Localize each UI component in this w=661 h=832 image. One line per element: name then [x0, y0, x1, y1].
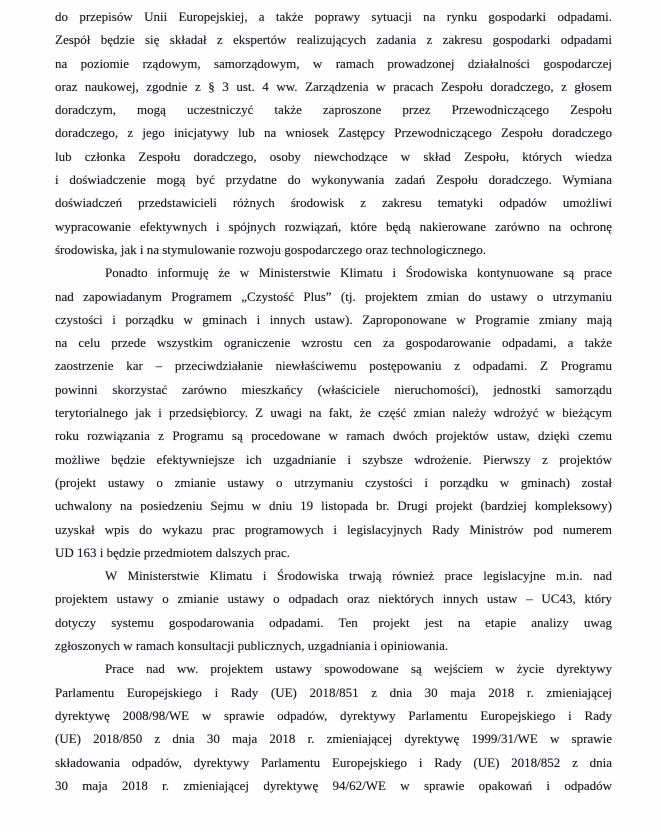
- text-line: Prace nad ww. projektem ustawy spowodowane są wejściem w życie dyrektywy: [105, 661, 612, 677]
- text-line: doradczego, z jego inicjatywy lub na wniosek Zastępcy Przewodniczącego Zespołu doradczego: [55, 125, 612, 141]
- text-line: (projekt ustawy o zmianie ustawy o utrzymaniu czystości i porządku w gminach) został: [55, 474, 612, 490]
- text-line: możliwe będzie efektywniejsze ich uzgadnianie i szybsze wdrożenie. Pierwszy z projektów: [55, 451, 612, 467]
- text-line: terytorialnego jak i przedsiębiorcy. Z uwagi na fakt, że część zmian należy wdrożyć w bieżącym: [55, 405, 612, 421]
- text-line: na celu przede wszystkim ograniczenie wzrostu cen za gospodarowanie odpadami, a także: [55, 335, 612, 351]
- text-line: doświadczeń przedstawicieli różnych środowisk z zakresu tematyki odpadów umożliwi: [55, 195, 612, 211]
- paragraph-4: [55, 657, 612, 797]
- text-line: na poziomie rządowym, samorządowym, w ramach prowadzonej działalności gospodarczej: [55, 55, 612, 71]
- text-line: uchwalony na posiedzeniu Sejmu w dniu 19 listopada br. Drugi projekt (bardziej kompleksowy): [55, 498, 612, 514]
- text-line: składowania odpadów, dyrektywy Parlamentu Europejskiego i Rady (UE) 2018/852 z dnia: [55, 754, 612, 770]
- text-line: uzyskał wpis do wykazu prac programowych i legislacyjnych Rady Ministrów pod numerem: [55, 521, 612, 537]
- text-line: W Ministerstwie Klimatu i Środowiska trwają również prace legislacyjne m.in. nad: [105, 568, 612, 584]
- text-line: zaostrzenie kar – przeciwdziałanie niewłaściwemu postępowaniu z odpadami. Z Programu: [55, 358, 612, 374]
- text-line: 30 maja 2018 r. zmieniającej dyrektywę 94/62/WE w sprawie opakowań i odpadów: [55, 777, 612, 793]
- text-line: UD 163 i będzie przedmiotem dalszych prac.: [55, 544, 290, 560]
- text-line: (UE) 2018/850 z dnia 30 maja 2018 r. zmieniającej dyrektywę 1999/31/WE w sprawie: [55, 731, 612, 747]
- text-line: zgłoszonych w ramach konsultacji publicznych, uzgadniania i opiniowania.: [55, 638, 449, 654]
- text-line: Parlamentu Europejskiego i Rady (UE) 2018/851 z dnia 30 maja 2018 r. zmieniającej: [55, 684, 612, 700]
- text-line: wypracowanie efektywnych i spójnych rozwiązań, które będą nakierowane zarówno na ochronę: [55, 218, 612, 234]
- text-line: i doświadczenie mogą być przydatne do wykonywania zadań Zespołu doradczego. Wymiana: [55, 172, 612, 188]
- text-line: dotyczy systemu gospodarowania odpadami. Ten projekt jest na etapie analizy uwag: [55, 614, 612, 630]
- text-line: nad zapowiadanym Programem „Czystość Plus” (tj. projektem zmian do ustawy o utrzymaniu: [55, 288, 612, 304]
- text-line: Zespół będzie się składał z ekspertów realizujących zadania z zakresu gospodarki odpadami: [55, 32, 612, 48]
- text-line: powinni skorzystać zarówno mieszkańcy (właściciele nieruchomości), jednostki samorządu: [55, 381, 612, 397]
- text-line: lub członka Zespołu doradczego, osoby niewchodzące w skład Zespołu, których wiedza: [55, 148, 612, 164]
- text-line: Ponadto informuję że w Ministerstwie Klimatu i Środowiska kontynuowane są prace: [105, 265, 612, 281]
- text-line: do przepisów Unii Europejskiej, a także poprawy sytuacji na rynku gospodarki odpadami.: [55, 9, 612, 24]
- text-line: środowiska, jak i na stymulowanie rozwoju gospodarczego oraz technologicznego.: [55, 241, 487, 257]
- paragraph-2: [55, 261, 612, 564]
- paragraph-3: [55, 564, 612, 657]
- text-line: doradczym, mogą uczestniczyć także zaproszone przez Przewodniczącego Zespołu: [55, 102, 612, 118]
- document-text-block: [55, 5, 612, 797]
- text-line: czystości i porządku w gminach i innych ustaw). Zaproponowane w Programie zmiany mają: [55, 311, 612, 327]
- text-line: roku rozwiązania z Programu są procedowane w ramach dwóch projektów ustaw, dzięki czemu: [55, 428, 612, 444]
- paragraph-1: [55, 5, 612, 261]
- text-line: oraz naukowej, zgodnie z § 3 ust. 4 ww. Zarządzenia w pracach Zespołu doradczego, z głosem: [55, 78, 612, 94]
- text-line: dyrektywę 2008/98/WE w sprawie odpadów, dyrektywy Parlamentu Europejskiego i Rady: [55, 707, 612, 723]
- text-line: projektem ustawy o zmianie ustawy o odpadach oraz niektórych innych ustaw – UC43, który: [55, 591, 612, 607]
